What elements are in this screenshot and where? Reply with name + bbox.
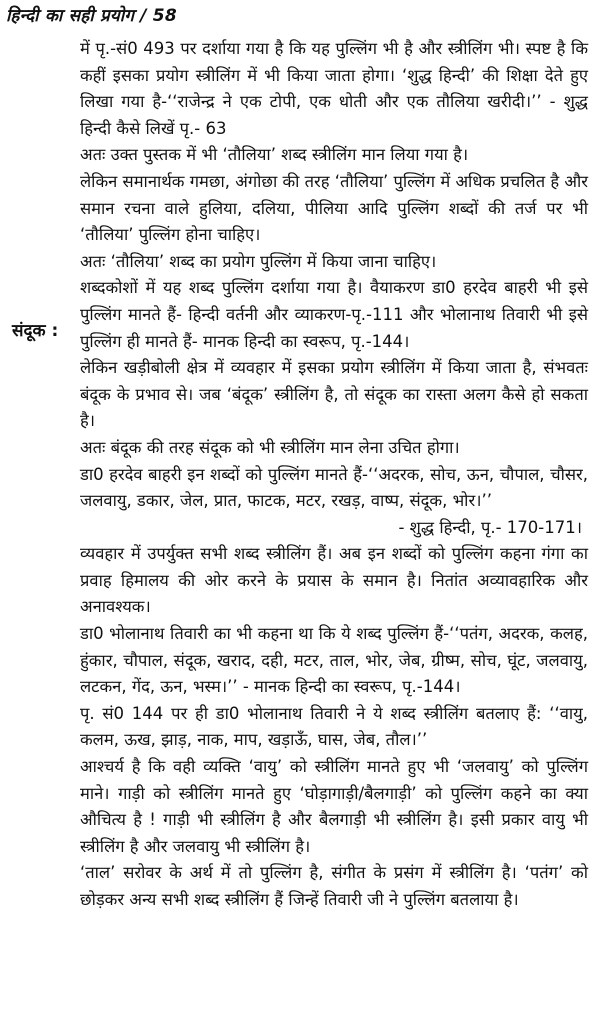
paragraph: अतः उक्त पुस्तक में भी ‘तौलिया’ शब्द स्त्रीलिंग मान लिया गया है। — [80, 145, 469, 165]
paragraph: लेकिन खड़ीबोली क्षेत्र में व्यवहार में इसका प्रयोग स्त्रीलिंग में किया जाता है, संभवतः बंदूक के प्रभाव से। जब ‘बंदूक’ स्त्रीलिंग है, तो संदूक का रास्ता अलग कैसे हो सकता है। — [80, 358, 588, 431]
paragraph: डा0 भोलानाथ तिवारी का भी कहना था कि ये शब्द पुल्लिंग हैं-‘‘पतंग, अदरक, कलह, हुंकार, चौपाल, संदूक, खराद, दही, मटर, ताल, भोर, जेब, ग्रीष्म, सोच, घूंट, जलवायु, लटकन, गेंद, ऊन, भस्म।’’ - मानक हिन्दी का स्वरूप, पृ.-144। — [80, 624, 588, 697]
body-text — [80, 36, 588, 914]
paragraph: आश्चर्य है कि वही व्यक्ति ‘वायु’ को स्त्रीलिंग मानते हुए भी ‘जलवायु’ को पुल्लिंग माने। गाड़ी को स्त्रीलिंग मानते हुए ‘घोड़ागाड़ी/बैलगाड़ी’ को पुल्लिंग कहने का क्या औचित्य है ! गाड़ी भी स्त्रीलिंग है और बैलगाड़ी भी स्त्रीलिंग है। इसी प्रकार वायु भी स्त्रीलिंग है और जलवायु भी स्त्रीलिंग है। — [80, 757, 588, 856]
paragraph: लेकिन समानार्थक गमछा, अंगोछा की तरह ‘तौलिया’ पुल्लिंग में अधिक प्रचलित है और समान रचना वाले हुलिया, दलिया, पीलिया आदि पुल्लिंग शब्दों की तर्ज पर भी ‘तौलिया’ पुल्लिंग होना चाहिए। — [80, 171, 589, 245]
citation: - शुद्ध हिन्दी, पृ.- 170-171। — [398, 517, 582, 537]
paragraph: शब्दकोशों में यह शब्द पुल्लिंग दर्शाया गया है। वैयाकरण डा0 हरदेव बाहरी भी इसे पुल्लिंग मानते हैं- हिन्दी वर्तनी और व्याकरण-पृ.-111 और भोलानाथ तिवारी भी इसे पुल्लिंग ही मानते हैं- मानक हिन्दी का स्वरूप, पृ.-144। — [80, 278, 588, 351]
paragraph: अतः ‘तौलिया’ शब्द का प्रयोग पुल्लिंग में किया जाना चाहिए। — [80, 251, 437, 271]
paragraph: अतः बंदूक की तरह संदूक को भी स्त्रीलिंग मान लेना उचित होगा। — [80, 437, 460, 457]
entry-word-sanduk: संदूक : — [12, 321, 59, 341]
paragraph: डा0 हरदेव बाहरी इन शब्दों को पुल्लिंग मानते हैं-‘‘अदरक, सोच, ऊन, चौपाल, चौसर, जलवायु, डकार, जेल, प्रात, फाटक, मटर, रखड़, वाष्प, संदूक, भोर।’’ — [80, 464, 588, 511]
paragraph: व्यवहार में उपर्युक्त सभी शब्द स्त्रीलिंग हैं। अब इन शब्दों को पुल्लिंग कहना गंगा का प्रवाह हिमालय की ओर करने के प्रयास के समान है। नितांत अव्यावहारिक और अनावश्यक। — [80, 544, 588, 617]
page-header: हिन्दी का सही प्रयोग / 58 — [6, 6, 177, 26]
paragraph: में पृ.-सं0 493 पर दर्शाया गया है कि यह पुल्लिंग भी है और स्त्रीलिंग भी। स्पष्ट है कि कहीं इसका प्रयोग स्त्रीलिंग में भी किया जाता होगा। ‘शुद्ध हिन्दी’ की शिक्षा देते हुए लिखा गया है-‘‘राजेन्द्र ने एक टोपी, एक धोती और एक तौलिया खरीदी।’’ - शुद्ध हिन्दी कैसे लिखें पृ.- 63 — [80, 39, 588, 138]
paragraph: पृ. सं0 144 पर ही डा0 भोलानाथ तिवारी ने ये शब्द स्त्रीलिंग बतलाए हैं: ‘‘वायु, कलम, ऊख, झाड़, नाक, माप, खड़ाऊँ, घास, जेब, तौल।’’ — [80, 703, 588, 750]
paragraph: ‘ताल’ सरोवर के अर्थ में तो पुल्लिंग है, संगीत के प्रसंग में स्त्रीलिंग है। ‘पतंग’ को छोड़कर अन्य सभी शब्द स्त्रीलिंग हैं जिन्हें तिवारी जी ने पुल्लिंग बतलाया है। — [80, 863, 588, 909]
